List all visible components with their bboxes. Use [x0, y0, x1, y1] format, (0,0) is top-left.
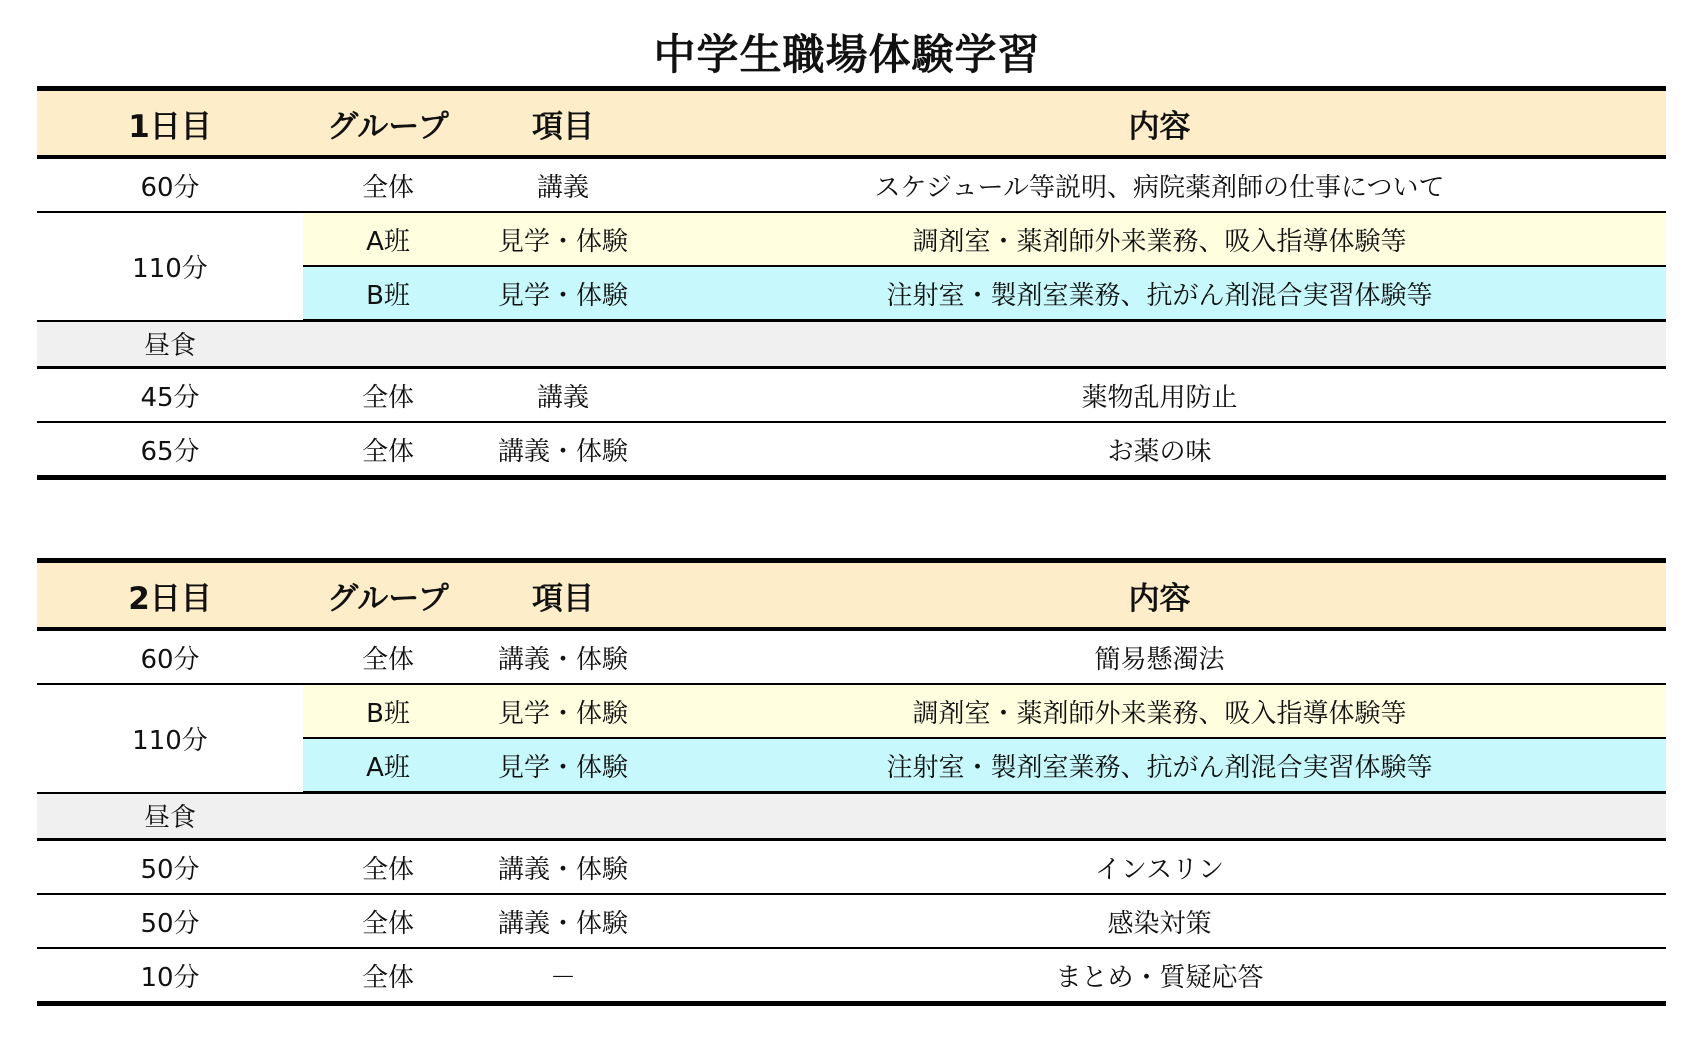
item-cell: 講義 [473, 368, 653, 423]
content-cell: 注射室・製剤室業務、抗がん剤混合実習体験等 [653, 266, 1666, 321]
item-cell: 講義・体験 [473, 894, 653, 948]
group-cell: 全体 [303, 948, 473, 1004]
lunch-label: 昼食 [37, 321, 303, 368]
header-content: 内容 [653, 561, 1666, 630]
table-row [37, 948, 1666, 1004]
table-header-row [37, 89, 1666, 158]
group-cell: A班 [303, 212, 473, 266]
table-row [37, 629, 1666, 684]
time-cell: 110分 [37, 212, 303, 321]
lunch-label: 昼食 [37, 793, 303, 840]
time-cell: 60分 [37, 157, 303, 212]
content-cell: 調剤室・薬剤師外来業務、吸入指導体験等 [653, 212, 1666, 266]
content-cell: スケジュール等説明、病院薬剤師の仕事について [653, 157, 1666, 212]
table-row [37, 684, 1666, 738]
group-cell: 全体 [303, 157, 473, 212]
item-cell: 講義 [473, 157, 653, 212]
content-cell: 薬物乱用防止 [653, 368, 1666, 423]
header-group: グループ [303, 89, 473, 158]
table-row [37, 157, 1666, 212]
header-content: 内容 [653, 89, 1666, 158]
time-cell: 45分 [37, 368, 303, 423]
header-item: 項目 [473, 89, 653, 158]
table-row [37, 368, 1666, 423]
group-cell: 全体 [303, 422, 473, 478]
header-group: グループ [303, 561, 473, 630]
table-row [37, 840, 1666, 895]
schedule-table-day2 [37, 558, 1666, 1006]
item-cell: 講義・体験 [473, 422, 653, 478]
header-day: 2日目 [37, 561, 303, 630]
table-row [37, 894, 1666, 948]
item-cell: 見学・体験 [473, 738, 653, 793]
group-cell: B班 [303, 684, 473, 738]
time-cell: 65分 [37, 422, 303, 478]
content-cell: 感染対策 [653, 894, 1666, 948]
time-cell: 50分 [37, 894, 303, 948]
table-row [37, 422, 1666, 478]
group-cell: B班 [303, 266, 473, 321]
content-cell: 調剤室・薬剤師外来業務、吸入指導体験等 [653, 684, 1666, 738]
group-cell: 全体 [303, 894, 473, 948]
content-cell: お薬の味 [653, 422, 1666, 478]
content-cell: 注射室・製剤室業務、抗がん剤混合実習体験等 [653, 738, 1666, 793]
group-cell: 全体 [303, 840, 473, 895]
group-cell: 全体 [303, 629, 473, 684]
lunch-row [37, 793, 1666, 840]
header-day: 1日目 [37, 89, 303, 158]
item-cell: 見学・体験 [473, 212, 653, 266]
time-cell: 50分 [37, 840, 303, 895]
time-cell: 10分 [37, 948, 303, 1004]
content-cell: 簡易懸濁法 [653, 629, 1666, 684]
schedule-table-day1 [37, 86, 1666, 480]
lunch-row [37, 321, 1666, 368]
header-item: 項目 [473, 561, 653, 630]
item-cell: 講義・体験 [473, 840, 653, 895]
item-cell: 見学・体験 [473, 684, 653, 738]
time-cell: 60分 [37, 629, 303, 684]
group-cell: 全体 [303, 368, 473, 423]
item-cell: 講義・体験 [473, 629, 653, 684]
item-cell: － [473, 948, 653, 1004]
group-cell: A班 [303, 738, 473, 793]
table-row [37, 212, 1666, 266]
item-cell: 見学・体験 [473, 266, 653, 321]
page-title: 中学生職場体験学習 [653, 30, 1041, 79]
table-header-row [37, 561, 1666, 630]
time-cell: 110分 [37, 684, 303, 793]
content-cell: インスリン [653, 840, 1666, 895]
content-cell: まとめ・質疑応答 [653, 948, 1666, 1004]
